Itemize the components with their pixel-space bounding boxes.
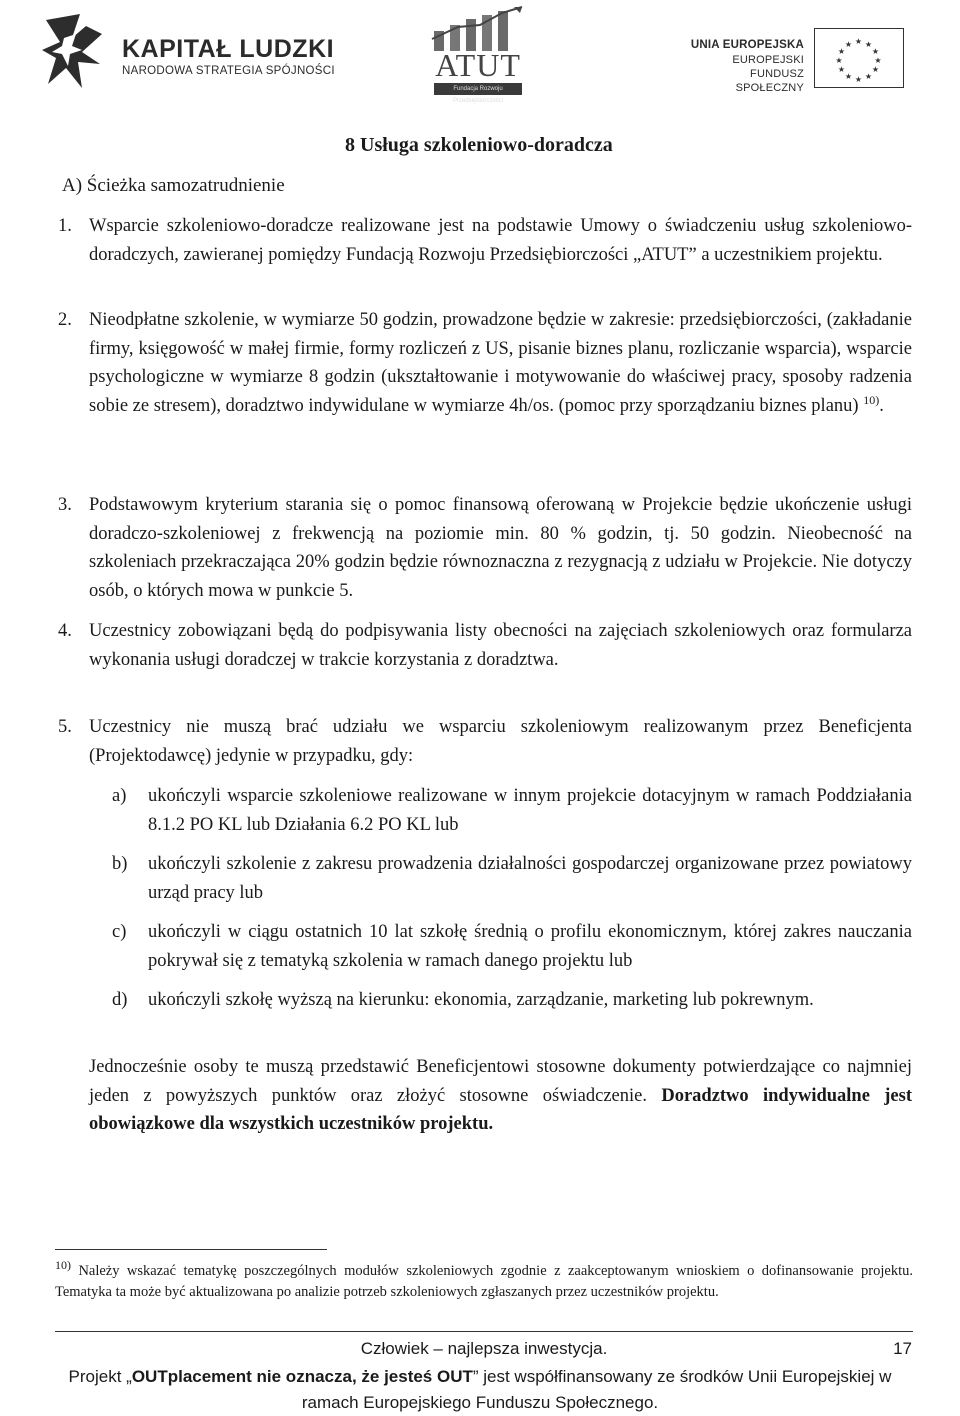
- list-item-2: [58, 306, 912, 420]
- eu-logo-text: [684, 38, 804, 95]
- footnote-reference: 10): [863, 392, 880, 407]
- sub-item-text: ukończyli szkolenie z zakresu prowadzenia działalności gospodarczej organizowane przez powiatowy urząd pracy lub: [148, 854, 912, 903]
- sub-item-b: [112, 850, 912, 907]
- svg-text:★: ★: [837, 65, 846, 74]
- item-text: Podstawowym kryterium starania się o pomoc finansową oferowaną w Projekcie będzie ukończenie usługi doradczo-szkoleniowej z frekwencją na poziomie min. 80 % godzin, tj. 50 godzin. Nieobecność na szkoleniach przekraczająca 20% godzin będzie równoznaczna z rezygnacją z udziału w Projekcie. Nie dotyczy osób, o których mowa w punkcie 5.: [89, 495, 912, 601]
- sub-item-letter: b): [112, 854, 128, 874]
- item-number: 1.: [58, 216, 72, 236]
- footer-divider: [55, 1331, 913, 1332]
- eu-line-3: FUNDUSZ SPOŁECZNY: [735, 68, 804, 94]
- item-number: 4.: [58, 621, 72, 641]
- list-item-1: [58, 212, 912, 269]
- kl-subtitle: NARODOWA STRATEGIA SPÓJNOŚCI: [122, 65, 335, 77]
- sub-item-text: ukończyli szkołę wyższą na kierunku: ekonomia, zarządzanie, marketing lub pokrewnym.: [148, 990, 814, 1010]
- item-number: 5.: [58, 717, 72, 737]
- sub-item-text: ukończyli w ciągu ostatnich 10 lat szkołę średnią o profilu ekonomicznym, której zakres nauczania pokrywał się z tematyką szkolenia w ramach danego projektu lub: [148, 922, 912, 971]
- list-item-4: [58, 617, 912, 674]
- eu-line-1: UNIA EUROPEJSKA: [690, 39, 804, 51]
- kapital-ludzki-logo-text: [122, 36, 335, 77]
- item-text: Wsparcie szkoleniowo-doradcze realizowane jest na podstawie Umowy o świadczeniu usług szkoleniowo-doradczych, zawieranej pomiędzy Fundacją Rozwoju Przedsiębiorczości „ATUT” a uczestnikiem projektu.: [89, 216, 912, 265]
- item-text-tail: .: [879, 395, 884, 416]
- item-text: Uczestnicy zobowiązani będą do podpisywania listy obecności na zajęciach szkoleniowych oraz formularza wykonania usługi doradczej w trakcie korzystania z doradztwa.: [89, 621, 912, 670]
- svg-text:★: ★: [871, 65, 880, 74]
- atut-word: ATUT: [435, 47, 521, 83]
- svg-text:★: ★: [874, 56, 882, 65]
- svg-text:★: ★: [864, 40, 873, 49]
- eu-flag-icon: [814, 28, 904, 88]
- sub-item-text: ukończyli wsparcie szkoleniowe realizowane w innym projekcie dotacyjnym w ramach Poddziałania 8.1.2 PO KL lub Działania 6.2 PO KL lub: [148, 786, 912, 835]
- section-heading: 8 Usługa szkoleniowo-doradcza: [345, 134, 613, 156]
- atut-bars-icon: [428, 5, 528, 53]
- svg-text:★: ★: [864, 72, 873, 81]
- item-text: Uczestnicy nie muszą brać udziału we wsparciu szkoleniowym realizowanym przez Beneficjenta (Projektodawcę) jedynie w przypadku, gdy:: [89, 717, 912, 766]
- footer-project-line: [40, 1364, 920, 1416]
- sub-item-letter: c): [112, 922, 127, 942]
- footnote: [55, 1258, 913, 1303]
- svg-text:★: ★: [837, 47, 846, 56]
- eu-line-2: EUROPEJSKI: [732, 54, 804, 66]
- list-item-3: [58, 491, 912, 605]
- svg-text:★: ★: [854, 37, 863, 46]
- atut-strip: Fundacja Rozwoju Przedsiębiorczości: [434, 83, 522, 95]
- sub-item-c: [112, 918, 912, 975]
- item-number: 3.: [58, 495, 72, 515]
- svg-text:★: ★: [844, 40, 853, 49]
- footer-project-name: OUTplacement nie oznacza, że jesteś OUT: [131, 1367, 473, 1386]
- svg-text:★: ★: [854, 75, 863, 84]
- list-item-5: [58, 713, 912, 770]
- sub-item-letter: d): [112, 990, 128, 1010]
- item-number: 2.: [58, 310, 72, 330]
- footnote-divider: [55, 1249, 327, 1250]
- section-subheading: A) Ścieżka samozatrudnienie: [62, 175, 285, 196]
- page-number: 17: [893, 1339, 912, 1358]
- footer-project-suffix: ” jest współfinansowany ze środków Unii Europejskiej w ramach Europejskiego Funduszu Społecznego.: [301, 1367, 892, 1412]
- footer-motto: Człowiek – najlepsza inwestycja.: [360, 1339, 608, 1358]
- atut-logo: [428, 5, 528, 104]
- sub-item-a: [112, 782, 912, 839]
- svg-text:★: ★: [871, 47, 880, 56]
- footnote-text: Należy wskazać tematykę poszczególnych modułów szkoleniowych zgodnie z zaakceptowanym wnioskiem o dofinansowanie projektu. Tematyka ta może być aktualizowana po analizie potrzeb szkoleniowych zgłaszanych przez uczestników projektu.: [55, 1263, 913, 1300]
- svg-text:★: ★: [835, 56, 843, 65]
- kl-title: KAPITAŁ LUDZKI: [122, 35, 335, 63]
- sub-item-d: [112, 986, 912, 1015]
- sub-item-letter: a): [112, 786, 127, 806]
- svg-text:★: ★: [844, 72, 853, 81]
- footer-project-prefix: Projekt „: [68, 1367, 132, 1386]
- kapital-ludzki-emblem: [42, 12, 106, 90]
- footnote-mark: 10): [55, 1258, 71, 1273]
- closing-bold-text: Doradztwo indywidualne jest obowiązkowe dla wszystkich uczestników projektu.: [89, 1085, 912, 1134]
- item-text: Nieodpłatne szkolenie, w wymiarze 50 godzin, prowadzone będzie w zakresie: przedsiębiorczości, (zakładanie firmy, księgowość w małej firmie, formy rozliczeń z US, pisanie biznes planu, rozliczanie wsparcia), wsparcie psychologiczne w wymiarze 8 godzin (ukształtowanie i motywowanie do właściwej pracy, sposoby radzenia sobie ze stresem), doradztwo indywidulane w wymiarze 4h/os. (pomoc przy sporządzaniu biznes planu): [89, 310, 912, 416]
- closing-paragraph: [89, 1053, 912, 1139]
- closing-text: Jednocześnie osoby te muszą przedstawić Beneficjentowi stosowne dokumenty potwierdzające co najmniej jeden z powyższych punktów oraz złożyć stosowne oświadczenie.: [89, 1057, 912, 1106]
